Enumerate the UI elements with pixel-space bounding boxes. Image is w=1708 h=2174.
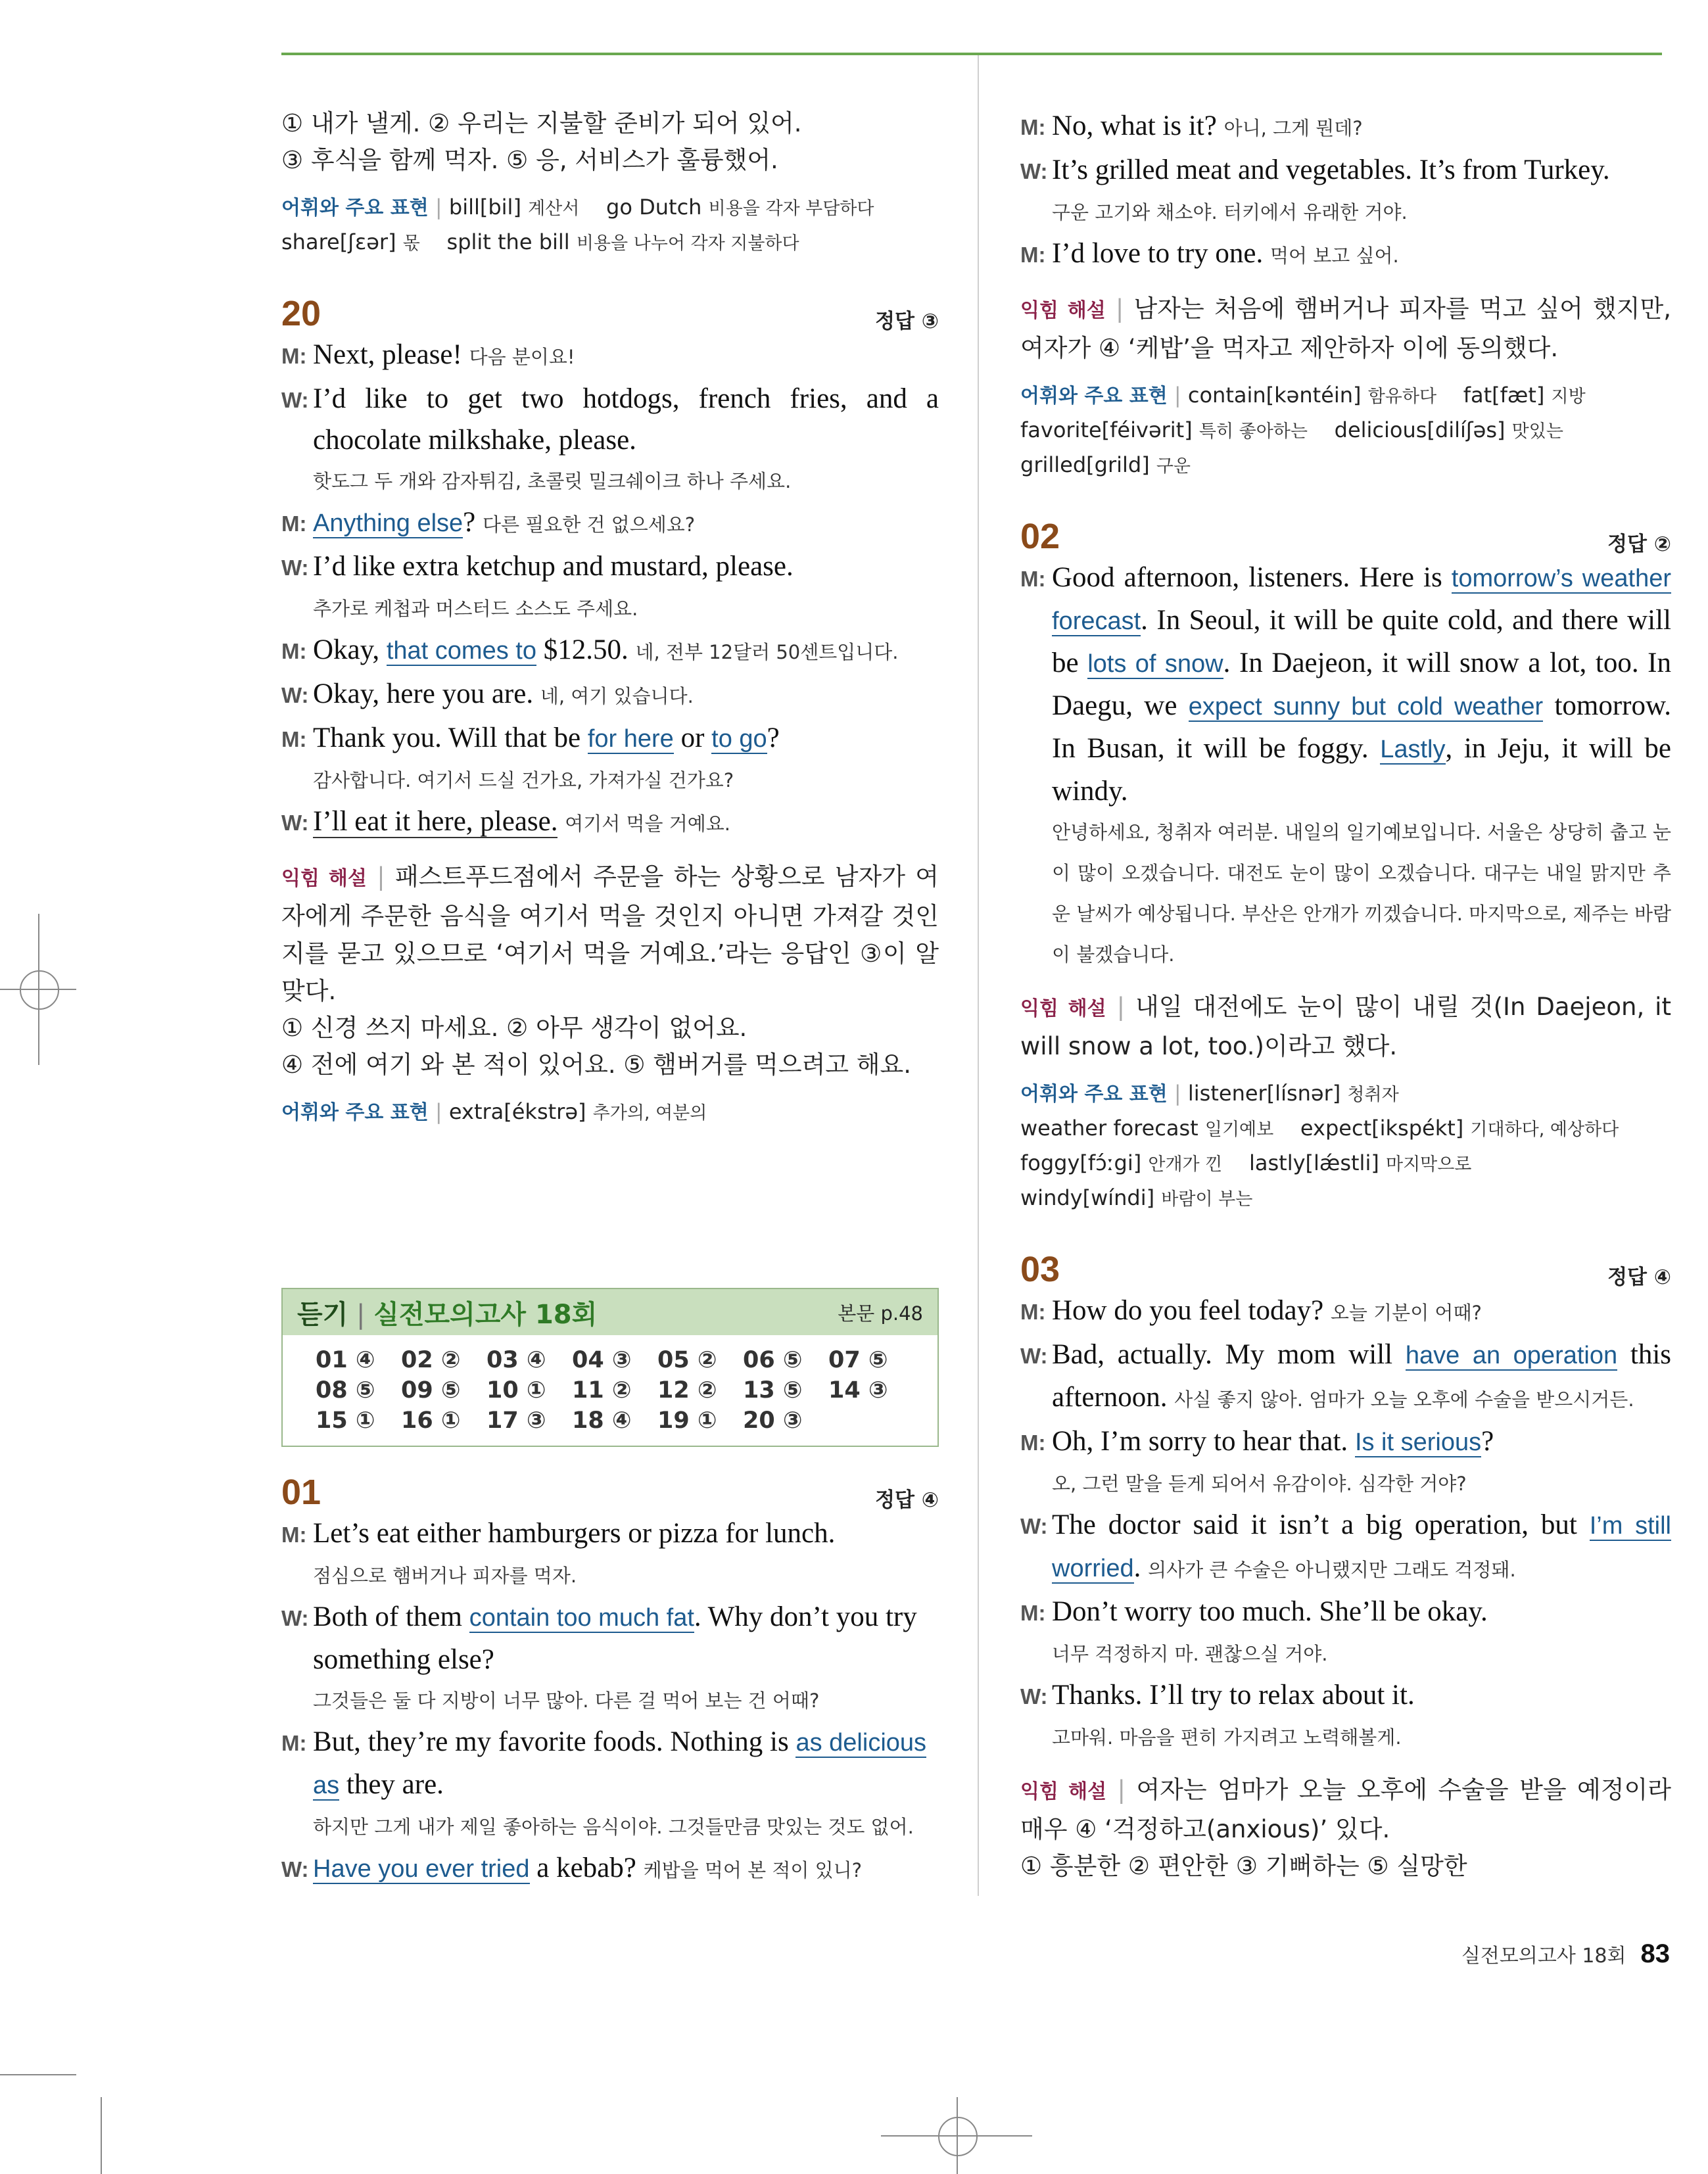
answer-key-cell: 12 ② bbox=[657, 1377, 717, 1404]
question-number: 03 bbox=[1020, 1250, 1060, 1289]
answer-key-cell: 13 ⑤ bbox=[743, 1377, 803, 1404]
vocab-meaning: 특히 좋아하는 bbox=[1198, 421, 1308, 442]
registration-circle bbox=[938, 2117, 978, 2156]
key-phrase: I’m still worried bbox=[1052, 1512, 1671, 1582]
vocab-word: fat[fæt] bbox=[1463, 383, 1545, 408]
dialogue-translation: 추가로 케첩과 머스터드 소스도 주세요. bbox=[313, 598, 638, 620]
dialogue-kr: 여기서 먹을 거예요. bbox=[565, 813, 731, 835]
question-header bbox=[281, 1472, 939, 1513]
dialogue-line bbox=[1020, 557, 1671, 812]
answer-key-cell: 03 ④ bbox=[486, 1347, 546, 1373]
dialogue-en: Thanks. I’ll try to relax about it. bbox=[1052, 1680, 1415, 1711]
vocab-meaning: 청취자 bbox=[1347, 1085, 1399, 1105]
dialogue-en: How do you feel today? bbox=[1052, 1295, 1324, 1326]
dialogue-en: Let’s eat either hamburgers or pizza for lunch. bbox=[313, 1518, 836, 1549]
question-header bbox=[1020, 1249, 1671, 1290]
answer-key-cell: 02 ② bbox=[401, 1347, 461, 1373]
dialogue-translation: 구운 고기와 채소야. 터키에서 유래한 거야. bbox=[1052, 201, 1408, 224]
answer-label: 정답 ④ bbox=[875, 1488, 939, 1512]
vocab-meaning: 마지막으로 bbox=[1385, 1154, 1472, 1175]
vocab-label: 어휘와 주요 표현 bbox=[281, 197, 429, 220]
explanation-text: 패스트푸드점에서 주문을 하는 상황으로 남자가 여자에게 주문한 음식을 여기서 먹을 것인지 아니면 가져갈 것인지를 묻고 있으므로 ‘여기서 먹을 거예요.’라는 응답인 ③이 알맞다. bbox=[281, 863, 939, 1005]
answer-phrase: I’ll eat it here, please. bbox=[313, 806, 558, 837]
dialogue-translation: 하지만 그게 내가 제일 좋아하는 음식이야. 그것들만큼 맛있는 것도 없어. bbox=[313, 1816, 914, 1838]
dialogue-line bbox=[281, 629, 939, 673]
crop-mark bbox=[0, 2074, 76, 2075]
answer-key-test: 실전모의고사 18회 bbox=[373, 1299, 598, 1330]
answer-key-cell: 16 ① bbox=[401, 1407, 461, 1434]
dialogue-line bbox=[281, 1721, 939, 1807]
answer-label: 정답 ② bbox=[1607, 532, 1671, 556]
choice-line: ④ 전에 여기 와 본 적이 있어요. ⑤ 햄버거를 먹으려고 해요. bbox=[281, 1051, 912, 1079]
key-phrase: Have you ever tried bbox=[313, 1855, 530, 1883]
prev-vocab: 어휘와 주요 표현 | bill[bil] 계산서 go Dutch 비용을 각자 부담하다 share[ʃɛər] 몫 split the bill 비용을 나누어 각자 지불하다 bbox=[281, 195, 874, 254]
dialogue-translation: 고마워. 마음을 편히 가지려고 노력해볼게. bbox=[1052, 1726, 1402, 1749]
speaker: W: bbox=[1020, 1514, 1048, 1538]
dialogue-en: Don’t worry too much. She’ll be okay. bbox=[1052, 1596, 1488, 1627]
explanation: 익힘 해설 | 내일 대전에도 눈이 많이 내릴 것(In Daejeon, it will snow a lot, too.)이라고 했다. bbox=[1020, 993, 1671, 1060]
dialogue-line bbox=[281, 673, 939, 717]
dialogue-en: Good afternoon, listeners. Here is bbox=[1052, 562, 1442, 593]
dialogue-line bbox=[281, 1847, 939, 1891]
answer-key-section: 듣기 bbox=[297, 1299, 348, 1330]
vocab-word: split the bill bbox=[446, 229, 570, 254]
answer-key-header bbox=[283, 1289, 937, 1335]
dialogue-en: It’s grilled meat and vegetables. It’s from Turkey. bbox=[1052, 154, 1610, 185]
vocab-meaning: 기대하다, 예상하다 bbox=[1470, 1120, 1619, 1140]
dialogue-translation: 핫도그 두 개와 감자튀김, 초콜릿 밀크쉐이크 하나 주세요. bbox=[313, 470, 792, 492]
dialogue-en: I’d like to get two hotdogs, french fries, and a chocolate milkshake, please. bbox=[313, 383, 939, 456]
explanation: 익힘 해설 | 남자는 처음에 햄버거나 피자를 먹고 싶어 했지만, 여자가 ④ ‘케밥’을 먹자고 제안하자 이에 동의했다. bbox=[1020, 295, 1671, 362]
explanation: 익힘 해설 | 여자는 엄마가 오늘 오후에 수술을 받을 예정이라 매우 ④ ‘걱정하고(anxious)’ 있다. bbox=[1020, 1776, 1671, 1843]
dialogue-kr: 먹어 보고 싶어. bbox=[1269, 245, 1399, 267]
vocab-word: extra[ékstrə] bbox=[448, 1099, 586, 1124]
page-number: 83 bbox=[1640, 1939, 1670, 1968]
answer-key-cell: 14 ③ bbox=[828, 1377, 888, 1404]
speaker: M: bbox=[281, 727, 307, 751]
vocab-meaning: 비용을 각자 부담하다 bbox=[708, 199, 874, 219]
dialogue-en: $12.50. bbox=[543, 634, 629, 665]
vocab-word: listener[lísnər] bbox=[1187, 1081, 1341, 1106]
footer-title: 실전모의고사 18회 bbox=[1461, 1945, 1626, 1968]
speaker: W: bbox=[281, 555, 309, 580]
dialogue-en: they are. bbox=[346, 1769, 444, 1800]
left-column bbox=[281, 105, 939, 1891]
speaker: W: bbox=[281, 811, 309, 835]
dialogue-en: or bbox=[680, 722, 705, 753]
dialogue-en: Thank you. Will that be bbox=[313, 722, 581, 753]
dialogue-en: But, they’re my favorite foods. Nothing is bbox=[313, 1726, 789, 1757]
question-header bbox=[281, 293, 939, 334]
dialogue-kr: 케밥을 먹어 본 적이 있니? bbox=[643, 1859, 862, 1881]
answer-key-cell: 19 ① bbox=[657, 1407, 717, 1434]
dialogue-line bbox=[1020, 1421, 1671, 1463]
vocab-meaning: 비용을 나누어 각자 지불하다 bbox=[576, 233, 799, 254]
key-phrase: for here bbox=[587, 725, 674, 753]
speaker: M: bbox=[281, 511, 307, 536]
vocab-word: bill[bil] bbox=[448, 195, 521, 220]
dialogue-kr: 의사가 큰 수술은 아니랬지만 그래도 걱정돼. bbox=[1148, 1559, 1516, 1581]
column-divider bbox=[978, 55, 979, 1896]
vocab-word: grilled[grild] bbox=[1020, 452, 1150, 477]
dialogue-en: . In Daejeon, it will snow a lot, too. In Daegu, we bbox=[1052, 648, 1671, 721]
vocab-label: 어휘와 주요 표현 bbox=[1020, 385, 1168, 408]
dialogue-line bbox=[281, 1596, 939, 1680]
speaker: W: bbox=[281, 1857, 309, 1881]
crop-mark bbox=[101, 2097, 102, 2174]
vocab-meaning: 계산서 bbox=[528, 199, 580, 219]
answer-key-cell: 09 ⑤ bbox=[401, 1377, 461, 1404]
answer-key-title: 듣기 | 실전모의고사 18회 bbox=[297, 1299, 598, 1330]
dialogue-translation: 안녕하세요, 청취자 여러분. 내일의 일기예보입니다. 서울은 상당히 춥고 눈이 많이 오겠습니다. 대전도 눈이 많이 오겠습니다. 대구는 내일 맑지만 추운 날씨가 예상됩니다. 부산은 안개가 끼겠습니다. 마지막으로, 제주는 바람이 불겠습니다. bbox=[1052, 821, 1671, 966]
answer-key-cell: 15 ① bbox=[316, 1407, 375, 1434]
vocab-word: lastly[lǽstli] bbox=[1248, 1150, 1379, 1175]
key-phrase: tomorrow’s weather forecast bbox=[1052, 565, 1671, 635]
speaker: M: bbox=[1020, 243, 1046, 267]
dialogue-en: , in Jeju, it will be windy. bbox=[1052, 733, 1672, 807]
dialogue-line bbox=[281, 801, 939, 845]
answer-key-cell: 18 ④ bbox=[572, 1407, 632, 1434]
speaker: M: bbox=[1020, 567, 1046, 591]
vocab-word: windy[wíndi] bbox=[1020, 1185, 1155, 1210]
dialogue-en: tomorrow. In Busan, it will be foggy. bbox=[1052, 690, 1672, 764]
dialogue-en: . bbox=[1133, 1552, 1141, 1583]
answer-key-cell: 07 ⑤ bbox=[828, 1347, 888, 1373]
dialogue-line bbox=[1020, 1334, 1671, 1421]
dialogue-en: The doctor said it isn’t a big operation, but bbox=[1052, 1509, 1577, 1540]
explanation-label: 익힘 해설 bbox=[281, 867, 367, 890]
dialogue-line bbox=[1020, 1674, 1671, 1717]
explanation-text: 여자는 엄마가 오늘 오후에 수술을 받을 예정이라 매우 ④ ‘걱정하고(anxious)’ 있다. bbox=[1020, 1776, 1671, 1843]
dialogue-line bbox=[1020, 233, 1671, 277]
key-phrase: contain too much fat bbox=[469, 1604, 694, 1632]
answer-key-cell: 20 ③ bbox=[743, 1407, 803, 1434]
explanation-text: 내일 대전에도 눈이 많이 내릴 것(In Daejeon, it will snow a lot, too.)이라고 했다. bbox=[1020, 993, 1671, 1060]
key-phrase: expect sunny but cold weather bbox=[1188, 693, 1544, 721]
key-phrase: that comes to bbox=[386, 637, 536, 665]
explanation-label: 익힘 해설 bbox=[1020, 997, 1106, 1020]
speaker: M: bbox=[281, 1731, 307, 1755]
dialogue-translation: 오, 그런 말을 듣게 되어서 유감이야. 심각한 거야? bbox=[1052, 1473, 1467, 1495]
dialogue-line bbox=[281, 717, 939, 760]
dialogue-kr: 사실 좋지 않아. 엄마가 오늘 오후에 수술을 받으시거든. bbox=[1174, 1388, 1634, 1411]
dialogue-en: . Why don’t you try something else? bbox=[313, 1601, 917, 1675]
vocab-word: contain[kəntéin] bbox=[1187, 383, 1362, 408]
dialogue-en: ? bbox=[463, 507, 476, 538]
vocab-block: 어휘와 주요 표현 | contain[kəntéin] 함유하다 fat[fæt] 지방 favorite[féivərit] 특히 좋아하는 delicious[dilíʃəs] 맛있는 grilled[grild] 구운 bbox=[1020, 383, 1586, 477]
vocab-meaning: 바람이 부는 bbox=[1161, 1189, 1253, 1210]
key-phrase: lots of snow bbox=[1087, 650, 1223, 678]
dialogue-en: Next, please! bbox=[313, 339, 462, 370]
vocab-meaning: 몫 bbox=[402, 233, 420, 254]
dialogue-kr: 오늘 기분이 어때? bbox=[1330, 1302, 1482, 1324]
dialogue-translation: 점심으로 햄버거나 피자를 먹자. bbox=[313, 1565, 577, 1587]
dialogue-kr: 다음 분이요! bbox=[469, 346, 575, 368]
dialogue-en: Bad, actually. My mom will bbox=[1052, 1339, 1393, 1370]
answer-key-cell: 11 ② bbox=[572, 1377, 632, 1404]
speaker: W: bbox=[281, 388, 309, 412]
dialogue-translation: 감사합니다. 여기서 드실 건가요, 가져가실 건가요? bbox=[313, 769, 734, 792]
key-phrase: to go bbox=[711, 725, 767, 753]
vocab-word: expect[ikspékt] bbox=[1300, 1116, 1464, 1141]
vocab-meaning: 안개가 낀 bbox=[1148, 1154, 1223, 1175]
vocab-word: foggy[fɔ́ːgi] bbox=[1020, 1150, 1142, 1175]
vocab-meaning: 일기예보 bbox=[1204, 1120, 1274, 1140]
vocab-word: favorite[féivərit] bbox=[1020, 417, 1193, 442]
key-phrase: Lastly bbox=[1380, 736, 1446, 763]
answer-key-cell: 04 ③ bbox=[572, 1347, 632, 1373]
answer-key-cell: 06 ⑤ bbox=[743, 1347, 803, 1373]
registration-circle bbox=[20, 970, 59, 1010]
choice-line: ① 흥분한 ② 편안한 ③ 기뻐하는 ⑤ 실망한 bbox=[1020, 1852, 1467, 1880]
key-phrase: Anything else bbox=[313, 509, 463, 537]
answer-key-table bbox=[281, 1288, 939, 1447]
dialogue-en: this afternoon. bbox=[1052, 1339, 1672, 1413]
dialogue-en: No, what is it? bbox=[1052, 110, 1217, 141]
dialogue-en: Okay, here you are. bbox=[313, 678, 534, 709]
vocab-block: 어휘와 주요 표현 | listener[lísnər] 청취자 weather forecast 일기예보 expect[ikspékt] 기대하다, 예상하다 foggy[fɔ́ːgi] 안개가 낀 lastly[lǽstli] 마지막으로 windy[wíndi] 바람이 부는 bbox=[1020, 1081, 1619, 1210]
vocab-word: go Dutch bbox=[606, 195, 702, 220]
dialogue-en: . In Seoul, it will be quite cold, and there will be bbox=[1052, 605, 1671, 678]
speaker: W: bbox=[281, 683, 309, 707]
question-number: 01 bbox=[281, 1473, 321, 1512]
dialogue-line bbox=[1020, 1591, 1671, 1634]
dialogue-en: ? bbox=[1481, 1426, 1494, 1457]
dialogue-line bbox=[1020, 1504, 1671, 1591]
dialogue-en: Both of them bbox=[313, 1601, 462, 1632]
speaker: M: bbox=[1020, 1300, 1046, 1324]
dialogue-kr: 네, 여기 있습니다. bbox=[540, 685, 694, 707]
vocab-label: 어휘와 주요 표현 bbox=[281, 1101, 429, 1124]
dialogue-translation: 그것들은 둘 다 지방이 너무 많아. 다른 걸 먹어 보는 건 어때? bbox=[313, 1690, 820, 1712]
vocab-word: share[ʃɛər] bbox=[281, 229, 396, 254]
answer-key-cell: 01 ④ bbox=[316, 1347, 375, 1373]
page-footer bbox=[1461, 1939, 1670, 1969]
dialogue-kr: 아니, 그게 뭔데? bbox=[1223, 117, 1363, 139]
dialogue-line bbox=[281, 334, 939, 378]
dialogue-line bbox=[281, 378, 939, 461]
explanation-text: 남자는 처음에 햄버거나 피자를 먹고 싶어 했지만, 여자가 ④ ‘케밥’을 먹자고 제안하자 이에 동의했다. bbox=[1020, 295, 1671, 362]
vocab-block: 어휘와 주요 표현 | extra[ékstrə] 추가의, 여분의 bbox=[281, 1099, 707, 1124]
explanation: 익힘 해설 | 패스트푸드점에서 주문을 하는 상황으로 남자가 여자에게 주문한 음식을 여기서 먹을 것인지 아니면 가져갈 것인지를 묻고 있으므로 ‘여기서 먹을 거예요.’라는 응답인 ③이 알맞다. bbox=[281, 863, 939, 1005]
speaker: W: bbox=[281, 1606, 309, 1630]
key-phrase: Is it serious bbox=[1354, 1429, 1482, 1456]
right-column bbox=[1020, 105, 1671, 1885]
speaker: M: bbox=[281, 1523, 307, 1547]
dialogue-kr: 네, 전부 12달러 50센트입니다. bbox=[635, 641, 899, 663]
vocab-word: delicious[dilíʃəs] bbox=[1334, 417, 1506, 442]
page-reference: 본문 p.48 bbox=[838, 1302, 923, 1325]
vocab-meaning: 추가의, 여분의 bbox=[592, 1103, 707, 1123]
speaker: M: bbox=[1020, 1430, 1046, 1455]
vocab-meaning: 함유하다 bbox=[1367, 387, 1437, 407]
dialogue-en: Oh, I’m sorry to hear that. bbox=[1052, 1426, 1348, 1457]
vocab-meaning: 지방 bbox=[1551, 387, 1586, 407]
dialogue-line bbox=[1020, 1290, 1671, 1334]
top-rule bbox=[281, 53, 1662, 55]
speaker: M: bbox=[281, 344, 307, 368]
dialogue-line bbox=[281, 502, 939, 546]
speaker: M: bbox=[1020, 1601, 1046, 1625]
dialogue-line bbox=[1020, 149, 1671, 192]
speaker: W: bbox=[1020, 1344, 1048, 1368]
dialogue-translation: 너무 걱정하지 마. 괜찮으실 거야. bbox=[1052, 1643, 1328, 1665]
dialogue-en: I’d like extra ketchup and mustard, please. bbox=[313, 551, 794, 582]
key-phrase: have an operation bbox=[1405, 1342, 1618, 1369]
prev-choice-line: ③ 후식을 함께 먹자. ⑤ 응, 서비스가 훌륭했어. bbox=[281, 146, 778, 174]
speaker: M: bbox=[281, 639, 307, 663]
speaker: M: bbox=[1020, 115, 1046, 139]
dialogue-kr: 다른 필요한 건 없으세요? bbox=[483, 513, 696, 536]
answer-key-cell: 05 ② bbox=[657, 1347, 717, 1373]
dialogue-line bbox=[281, 546, 939, 588]
explanation-label: 익힘 해설 bbox=[1020, 299, 1106, 322]
dialogue-en: Okay, bbox=[313, 634, 380, 665]
vocab-label: 어휘와 주요 표현 bbox=[1020, 1083, 1168, 1106]
question-number: 02 bbox=[1020, 517, 1060, 556]
speaker: W: bbox=[1020, 159, 1048, 183]
dialogue-en: I’d love to try one. bbox=[1052, 238, 1264, 269]
explanation-label: 익힘 해설 bbox=[1020, 1780, 1107, 1803]
speaker: W: bbox=[1020, 1684, 1048, 1709]
choice-line: ① 신경 쓰지 마세요. ② 아무 생각이 없어요. bbox=[281, 1014, 747, 1042]
question-number: 20 bbox=[281, 294, 321, 333]
answer-label: 정답 ③ bbox=[875, 310, 939, 333]
dialogue-line bbox=[1020, 105, 1671, 149]
dialogue-en: ? bbox=[767, 722, 780, 753]
question-header bbox=[1020, 516, 1671, 557]
vocab-meaning: 맛있는 bbox=[1511, 421, 1563, 442]
answer-label: 정답 ④ bbox=[1607, 1265, 1671, 1289]
answer-key-cell: 17 ③ bbox=[486, 1407, 546, 1434]
dialogue-en: a kebab? bbox=[536, 1853, 636, 1883]
answer-key-grid bbox=[283, 1335, 937, 1446]
prev-choice-line: ① 내가 낼게. ② 우리는 지불할 준비가 되어 있어. bbox=[281, 109, 802, 137]
vocab-word: weather forecast bbox=[1020, 1116, 1198, 1141]
answer-key-cell: 08 ⑤ bbox=[316, 1377, 375, 1404]
vocab-meaning: 구운 bbox=[1156, 456, 1191, 477]
answer-key-cell: 10 ① bbox=[486, 1377, 546, 1404]
key-phrase: as delicious as bbox=[313, 1729, 927, 1799]
dialogue-line bbox=[281, 1513, 939, 1555]
